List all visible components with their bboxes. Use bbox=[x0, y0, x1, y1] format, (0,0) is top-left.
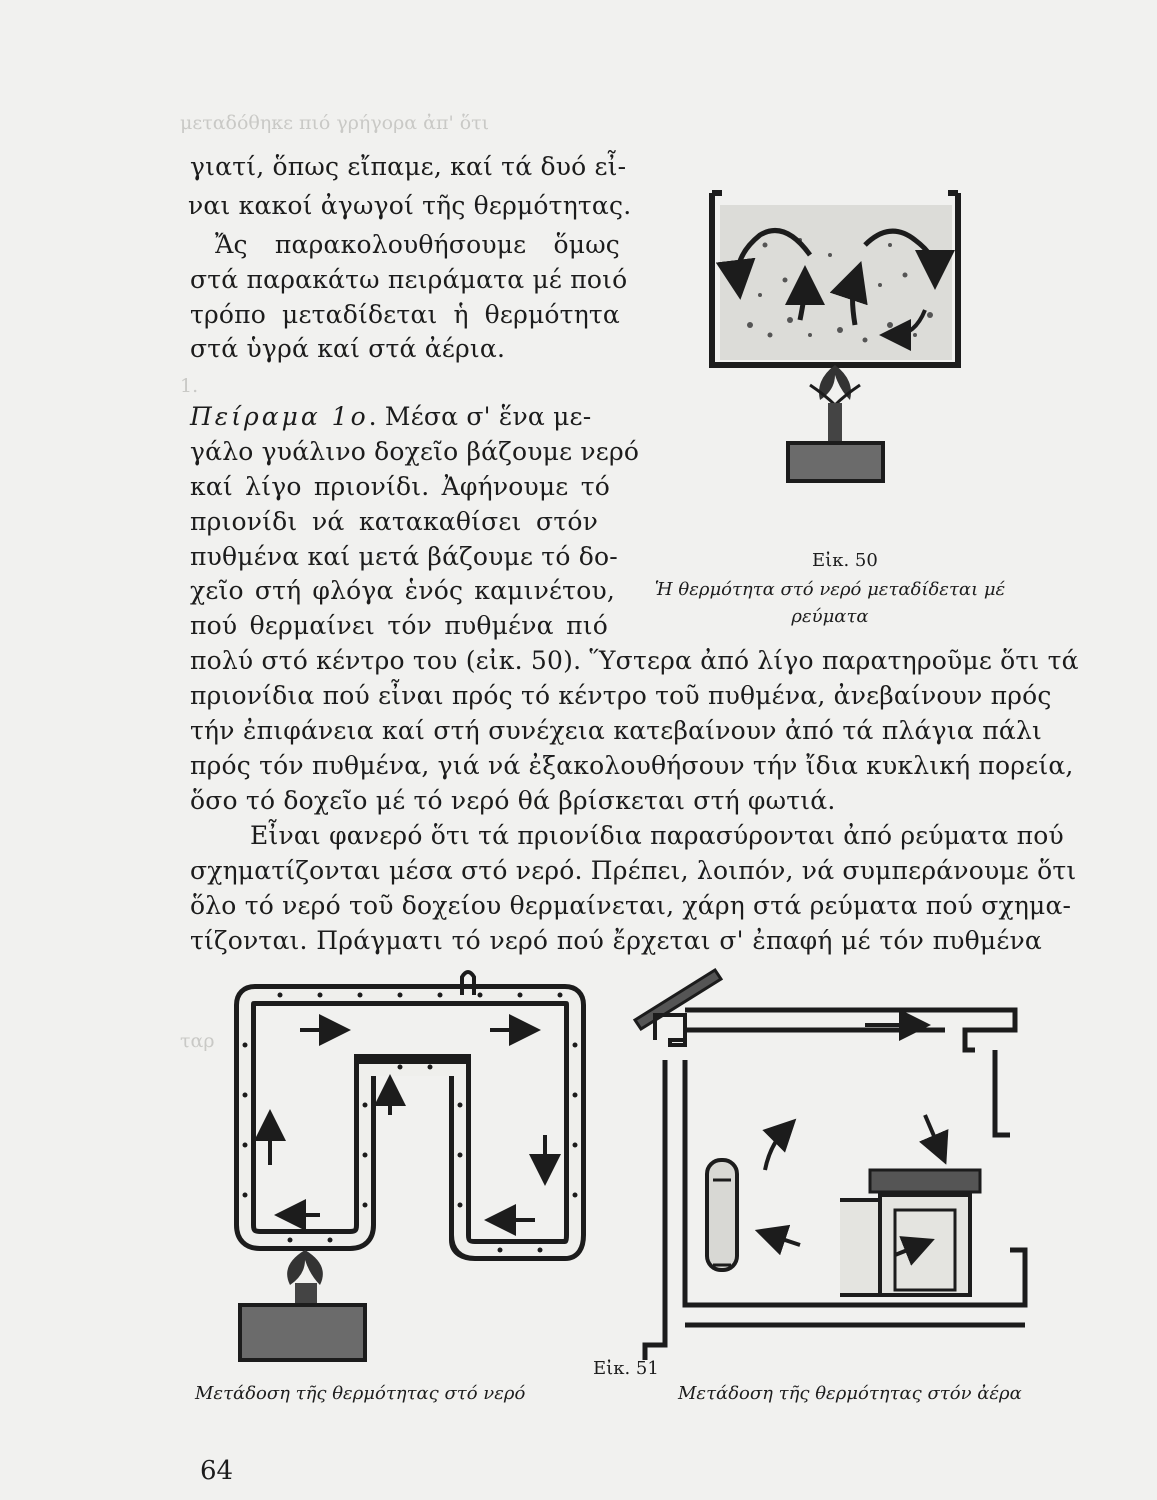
experiment-first-line-rest: . Μέσα σ' ἕνα με- bbox=[368, 402, 592, 431]
body-text-line: ὅλο τό νερό τοῦ δοχείου θερμαίνεται, χάρη στά ρεύματα πού σχημα- bbox=[190, 891, 1072, 920]
page-number: 64 bbox=[200, 1456, 234, 1486]
show-through-text: 1. bbox=[180, 375, 199, 397]
body-text-line: πολύ στό κέντρο του (εἰκ. 50). Ὕστερα ἀπό λίγο παρατηροῦμε ὅτι τά bbox=[190, 646, 1079, 675]
figure-51-caption-left: Μετάδοση τῆς θερμότητας στό νερό bbox=[195, 1383, 526, 1404]
show-through-text: μεταδόθηκε πιό γρήγορα ἀπ' ὅτι bbox=[180, 112, 490, 134]
body-text-line: καί λίγο πριονίδι. Ἀφήνουμε τό bbox=[190, 472, 610, 501]
body-text-line: γιατί, ὅπως εἴπαμε, καί τά δυό εἶ- bbox=[190, 152, 627, 181]
body-text-line: ὅσο τό δοχεῖο μέ τό νερό θά βρίσκεται στή φωτιά. bbox=[190, 786, 836, 815]
experiment-first-line bbox=[190, 402, 620, 432]
figure-50-illustration bbox=[690, 185, 980, 495]
show-through-text: ταρ bbox=[180, 1030, 215, 1052]
figure-50-caption-line1: Ἡ θερμότητα στό νερό μεταδίδεται μέ bbox=[654, 579, 1006, 600]
figure-51-caption-right: Μετάδοση τῆς θερμότητας στόν ἀέρα bbox=[678, 1383, 1022, 1404]
figure-51-air-illustration bbox=[625, 965, 1035, 1375]
body-text-line: γάλο γυάλινο δοχεῖο βάζουμε νερό bbox=[190, 437, 640, 466]
figure-51-number: Εἰκ. 51 bbox=[593, 1358, 659, 1379]
figure-50-number: Εἰκ. 50 bbox=[812, 550, 878, 571]
body-text-line: χεῖο στή φλόγα ἑνός καμινέτου, bbox=[190, 576, 615, 605]
body-text-line: Ἄς παρακολουθήσουμε ὅμως bbox=[215, 230, 620, 259]
body-text-line: στά ὑγρά καί στά ἀέρια. bbox=[190, 334, 506, 363]
experiment-label: Πείραμα 1ο bbox=[190, 402, 369, 431]
body-text-line: τρόπο μεταδίδεται ἡ θερμότητα bbox=[190, 300, 620, 329]
figure-50-caption-line2: ρεύματα bbox=[791, 606, 869, 627]
figure-51-water-illustration bbox=[220, 965, 600, 1365]
body-text-line: σχηματίζονται μέσα στό νερό. Πρέπει, λοιπόν, νά συμπεράνουμε ὅτι bbox=[190, 856, 1077, 885]
body-text-line: πριονίδι νά κατακαθίσει στόν bbox=[190, 507, 598, 536]
body-text-line: πρός τόν πυθμένα, γιά νά ἐξακολουθήσουν τήν ἴδια κυκλική πορεία, bbox=[190, 751, 1074, 780]
body-text-line: στά παρακάτω πειράματα μέ ποιό bbox=[190, 265, 628, 294]
body-text-line: ναι κακοί ἀγωγοί τῆς θερμότητας. bbox=[188, 191, 632, 220]
body-text-line: τίζονται. Πράγματι τό νερό πού ἔρχεται σ' ἐπαφή μέ τόν πυθμένα bbox=[190, 926, 1042, 955]
body-text-line: πυθμένα καί μετά βάζουμε τό δο- bbox=[190, 542, 618, 571]
body-text-line: πού θερμαίνει τόν πυθμένα πιό bbox=[190, 611, 608, 640]
body-text-line: τήν ἐπιφάνεια καί στή συνέχεια κατεβαίνουν ἀπό τά πλάγια πάλι bbox=[190, 716, 1042, 745]
body-text-line: πριονίδια πού εἶναι πρός τό κέντρο τοῦ πυθμένα, ἀνεβαίνουν πρός bbox=[190, 681, 1052, 710]
body-text-line: Εἶναι φανερό ὅτι τά πριονίδια παρασύρονται ἀπό ρεύματα πού bbox=[250, 821, 1064, 850]
